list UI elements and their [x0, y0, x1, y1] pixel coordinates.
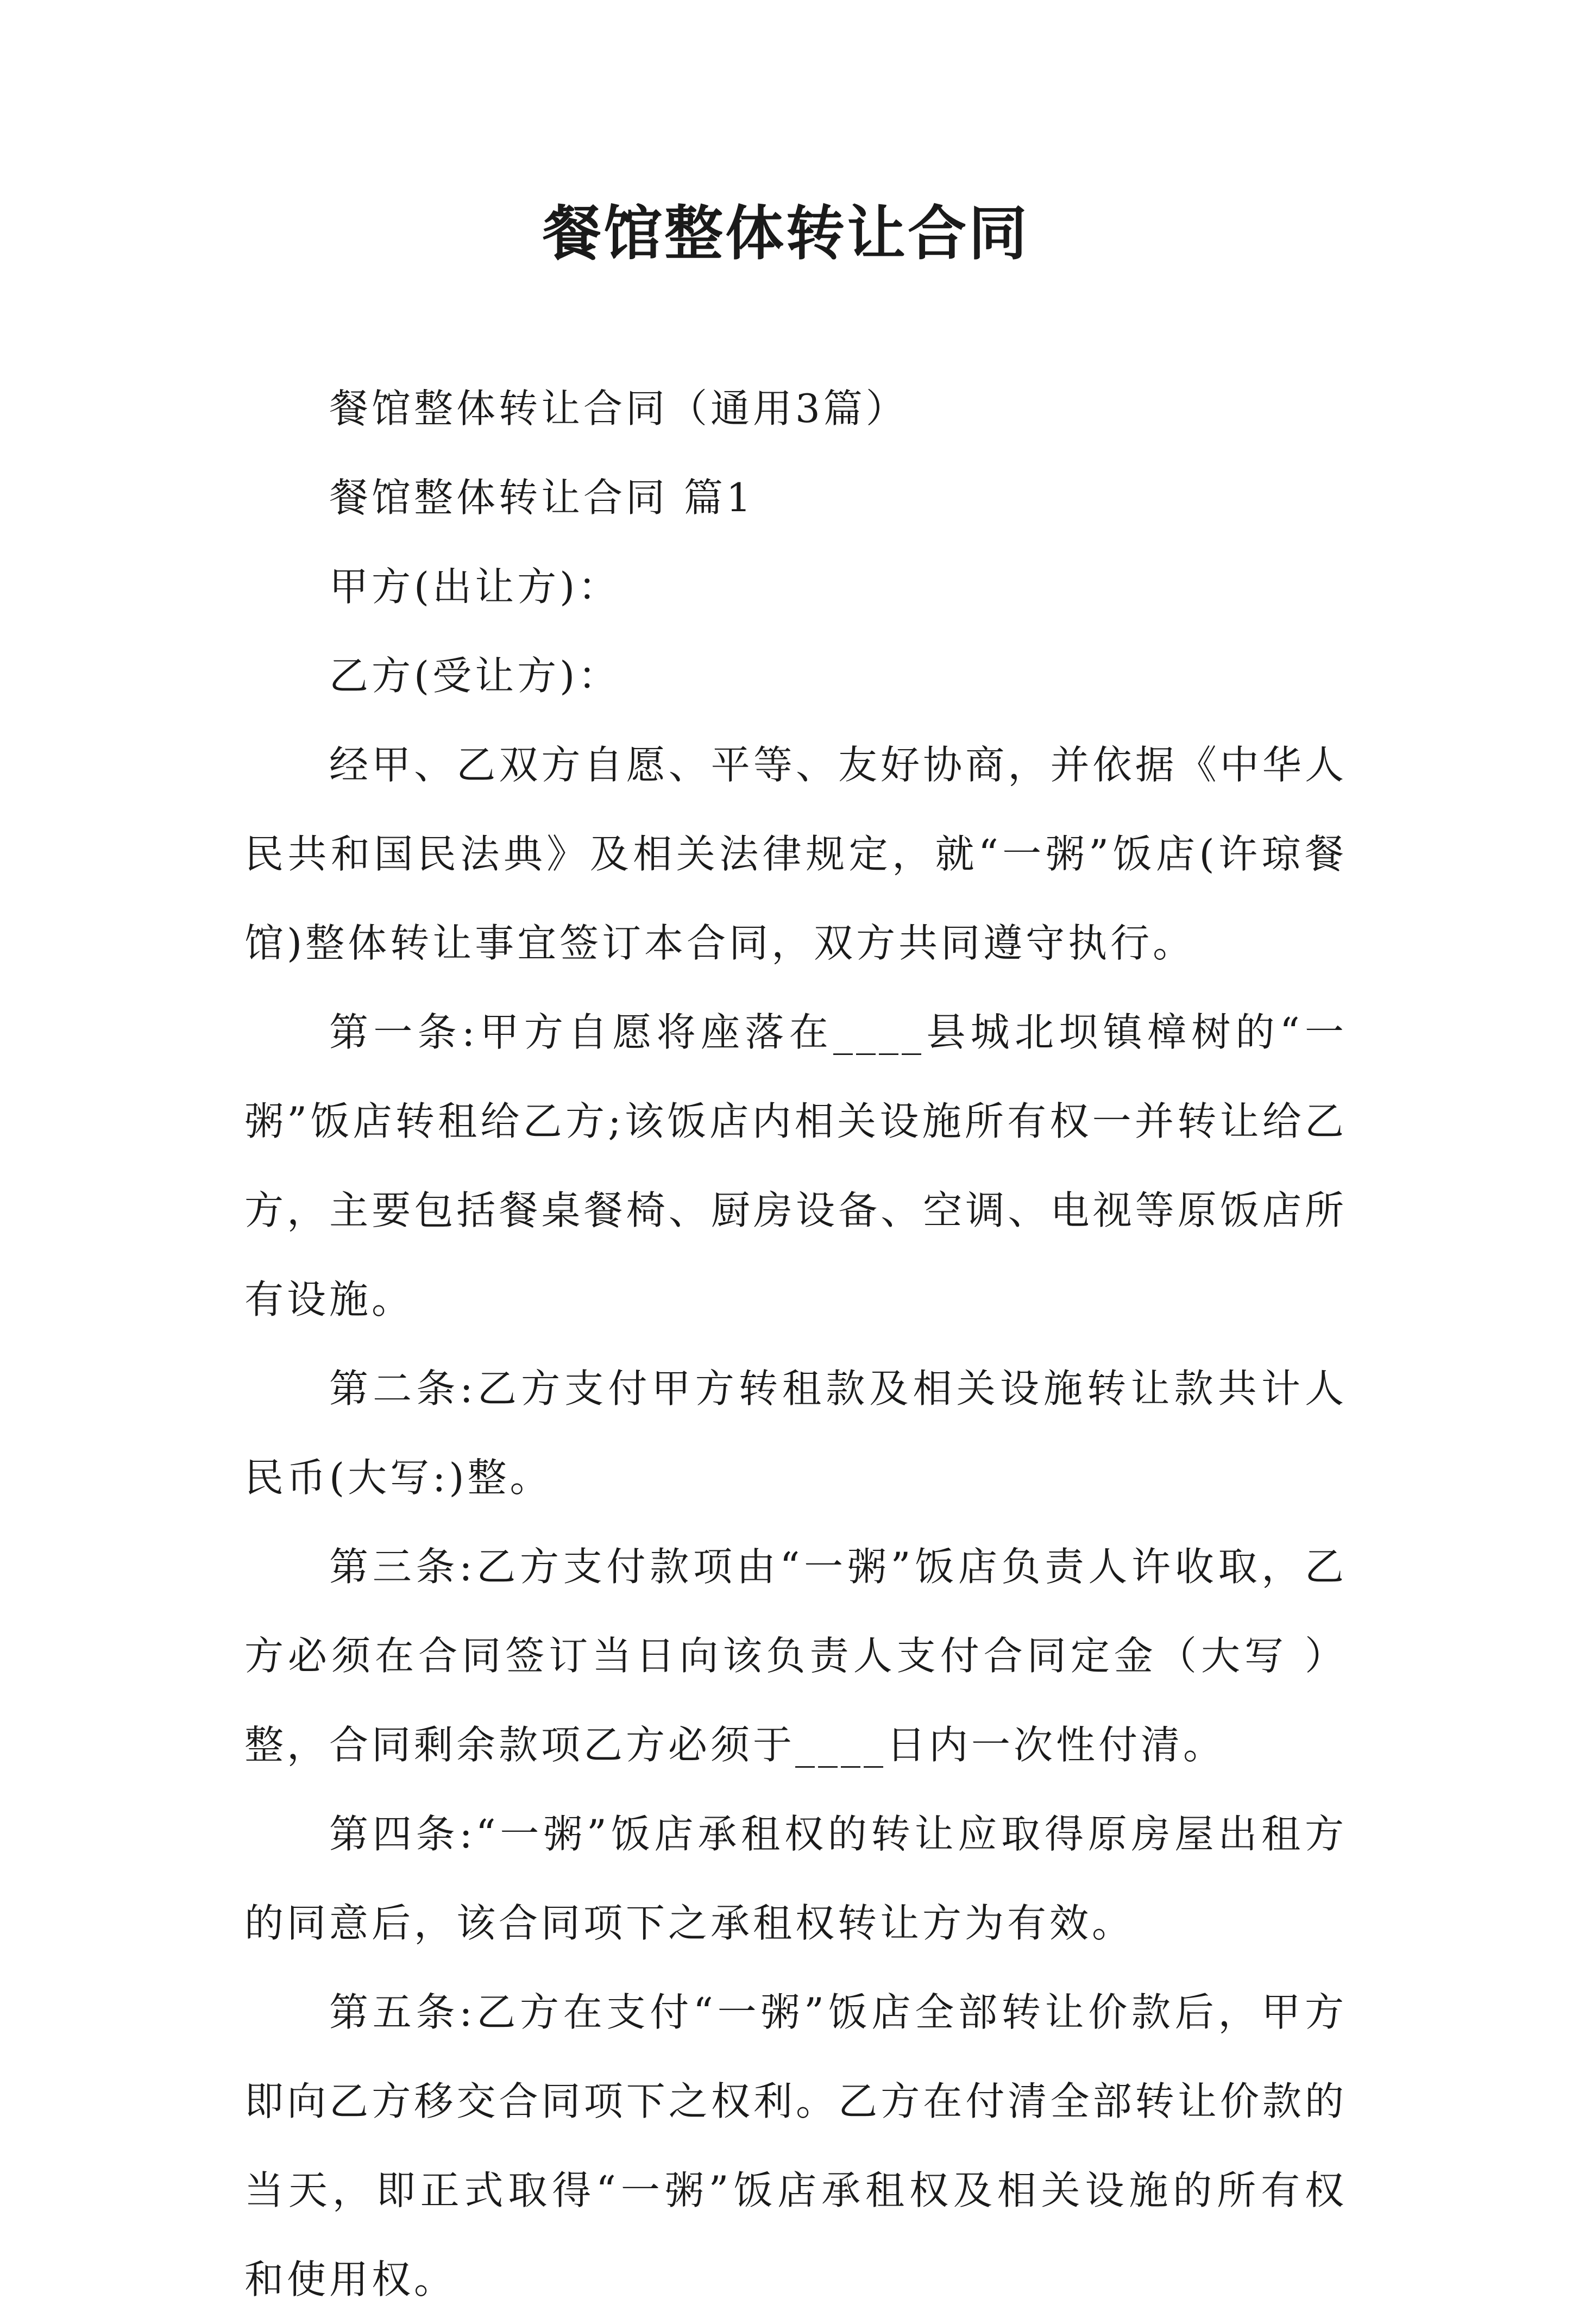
paragraph-party-a: 甲方(出让方)： [329, 564, 621, 610]
paragraph-article-2: 第二条:乙方支付甲方转租款及相关设施转让款共计人民币(大写:)整。 [244, 1366, 1347, 1500]
paragraph-party-b: 乙方(受让方)： [329, 653, 621, 699]
paragraph-subtitle: 餐馆整体转让合同（通用3篇） [329, 386, 908, 431]
document-body [244, 364, 1347, 2324]
paragraph-article-3: 第三条:乙方支付款项由“一粥”饭店负责人许收取，乙方必须在合同签订当日向该负责人支付合同定金（大写 ）整，合同剩余款项乙方必须于____日内一次性付清。 [244, 1544, 1347, 1768]
paragraph-article-1: 第一条:甲方自愿将座落在____县城北坝镇樟树的“一粥”饭店转租给乙方;该饭店内相关设施所有权一并转让给乙方，主要包括餐桌餐椅、厨房设备、空调、电视等原饭店所有设施。 [244, 1009, 1347, 1322]
paragraph-article-5: 第五条:乙方在支付“一粥”饭店全部转让价款后，甲方即向乙方移交合同项下之权利。乙方在付清全部转让价款的当天，即正式取得“一粥”饭店承租权及相关设施的所有权和使用权。 [244, 1989, 1347, 2302]
paragraph-preamble: 经甲、乙双方自愿、平等、友好协商，并依据《中华人民共和国民法典》及相关法律规定，就“一粥”饭店(许琼餐馆)整体转让事宜签订本合同，双方共同遵守执行。 [244, 742, 1347, 966]
paragraph-section-heading: 餐馆整体转让合同 篇1 [329, 475, 754, 520]
document-title: 餐馆整体转让合同 [542, 199, 1029, 268]
paragraph-article-4: 第四条:“一粥”饭店承租权的转让应取得原房屋出租方的同意后，该合同项下之承租权转让方为有效。 [244, 1811, 1347, 1946]
